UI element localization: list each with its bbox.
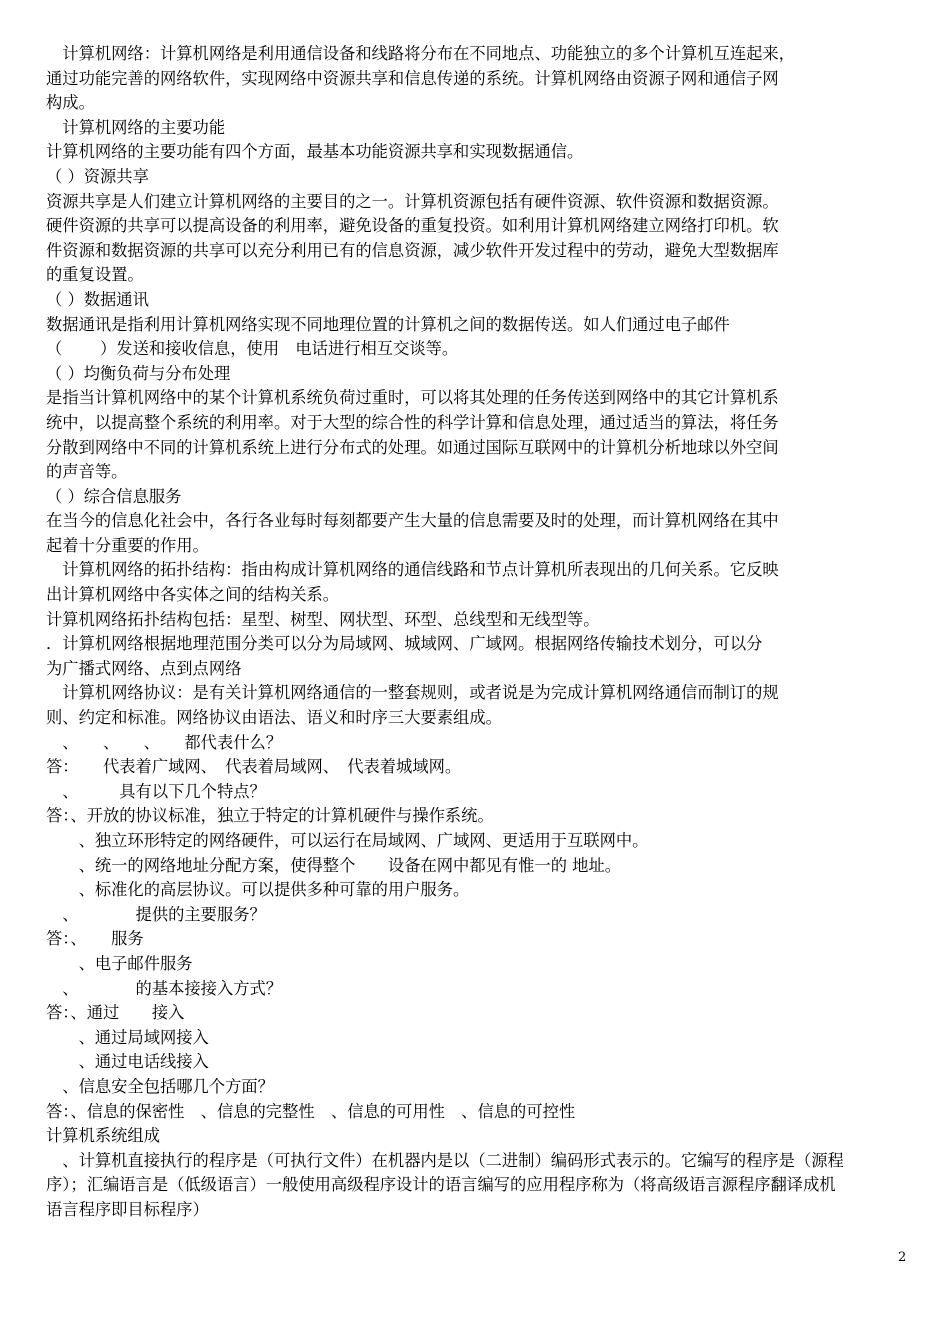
text-line: 计算机网络的主要功能有四个方面，最基本功能资源共享和实现数据通信。	[46, 142, 584, 162]
text-line: 计算机网络协议：是有关计算机网络通信的一整套规则，或者说是为完成计算机网络通信而制订的规	[46, 683, 779, 703]
text-line: 、计算机直接执行的程序是（可执行文件）在机器内是以（二进制）编码形式表示的。它编写的程序是（源程	[46, 1150, 844, 1170]
text-line: 、标准化的高层协议。可以提供多种可靠的用户服务。	[46, 880, 470, 900]
text-line: 、电子邮件服务	[46, 953, 193, 973]
text-line: 计算机网络的主要功能	[46, 117, 226, 137]
text-line: （ ）均衡负荷与分布处理	[46, 363, 231, 383]
text-line: 语言程序即目标程序）	[46, 1199, 209, 1219]
text-line: ．计算机网络根据地理范围分类可以分为局域网、城域网、广域网。根据网络传输技术划分，可以分	[46, 634, 763, 654]
text-line: 则、约定和标准。网络协议由语法、语义和时序三大要素组成。	[46, 708, 502, 728]
text-line: 硬件资源的共享可以提高设备的利用率，避免设备的重复投资。如利用计算机网络建立网络打印机。软	[46, 216, 779, 236]
text-line: 、统一的网络地址分配方案，使得整个 设备在网中都见有惟一的 地址。	[46, 855, 622, 875]
text-line: 件资源和数据资源的共享可以充分利用已有的信息资源，减少软件开发过程中的劳动，避免大型数据库	[46, 240, 779, 260]
text-line: 数据通讯是指利用计算机网络实现不同地理位置的计算机之间的数据传送。如人们通过电子邮件	[46, 314, 730, 334]
text-line: 计算机网络的拓扑结构：指由构成计算机网络的通信线路和节点计算机所表现出的几何关系。它反映	[46, 560, 779, 580]
text-line: 是指当计算机网络中的某个计算机系统负荷过重时，可以将其处理的任务传送到网络中的其它计算机系	[46, 388, 779, 408]
text-line: 的声音等。	[46, 462, 128, 482]
document-body	[46, 42, 946, 1223]
text-line: 的重复设置。	[46, 265, 144, 285]
text-line: 资源共享是人们建立计算机网络的主要目的之一。计算机资源包括有硬件资源、软件资源和数据资源。	[46, 191, 779, 211]
text-line: 答：、信息的保密性 、信息的完整性 、信息的可用性 、信息的可控性	[46, 1101, 576, 1121]
text-line: 分散到网络中不同的计算机系统上进行分布式的处理。如通过国际互联网中的计算机分析地球以外空间	[46, 437, 779, 457]
text-line: 、 、 、 都代表什么？	[46, 732, 283, 752]
text-line: 、 具有以下几个特点？	[46, 781, 266, 801]
text-line: 在当今的信息化社会中，各行各业每时每刻都要产生大量的信息需要及时的处理，而计算机网络在其中	[46, 511, 779, 531]
text-line: 计算机网络拓扑结构包括：星型、树型、网状型、环型、总线型和无线型等。	[46, 609, 600, 629]
text-line: 、通过电话线接入	[46, 1052, 209, 1072]
text-line: 、独立环形特定的网络硬件，可以运行在局域网、广域网、更适用于互联网中。	[46, 831, 649, 850]
text-line: 、信息安全包括哪几个方面？	[46, 1076, 274, 1096]
text-line: 构成。	[46, 93, 95, 113]
text-line: （ ）发送和接收信息，使用 电话进行相互交谈等。	[46, 339, 459, 359]
text-line: （ ）资源共享	[46, 166, 149, 186]
text-line: 答：、通过 接入	[46, 1003, 185, 1023]
text-line: 答：、开放的协议标准，独立于特定的计算机硬件与操作系统。	[46, 806, 494, 826]
text-line: 计算机系统组成	[46, 1126, 160, 1146]
text-line: 答：、 服务	[46, 929, 144, 949]
text-line: 、 的基本接接入方式？	[46, 978, 283, 998]
text-line: 、 提供的主要服务？	[46, 904, 266, 924]
text-line: 起着十分重要的作用。	[46, 535, 209, 555]
text-line: 出计算机网络中各实体之间的结构关系。	[46, 585, 340, 605]
text-line: 为广播式网络、点到点网络	[46, 658, 242, 678]
text-line: 通过功能完善的网络软件，实现网络中资源共享和信息传递的系统。计算机网络由资源子网和通信子网	[46, 68, 779, 88]
page-number: 2	[898, 1250, 907, 1265]
text-line: 计算机网络：计算机网络是利用通信设备和线路将分布在不同地点、功能独立的多个计算机互连起来，	[46, 44, 795, 63]
text-line: 序）；汇编语言是（低级语言）一般使用高级程序设计的语言编写的应用程序称为（将高级语言源程序翻译成机	[46, 1175, 836, 1195]
text-line: 、通过局域网接入	[46, 1027, 209, 1047]
text-line: 统中，以提高整个系统的利用率。对于大型的综合性的科学计算和信息处理，通过适当的算法，将任务	[46, 412, 779, 432]
text-line: （ ）综合信息服务	[46, 486, 182, 506]
text-line: （ ）数据通讯	[46, 289, 149, 309]
text-line: 答： 代表着广域网、 代表着局域网、 代表着城域网。	[46, 757, 462, 777]
